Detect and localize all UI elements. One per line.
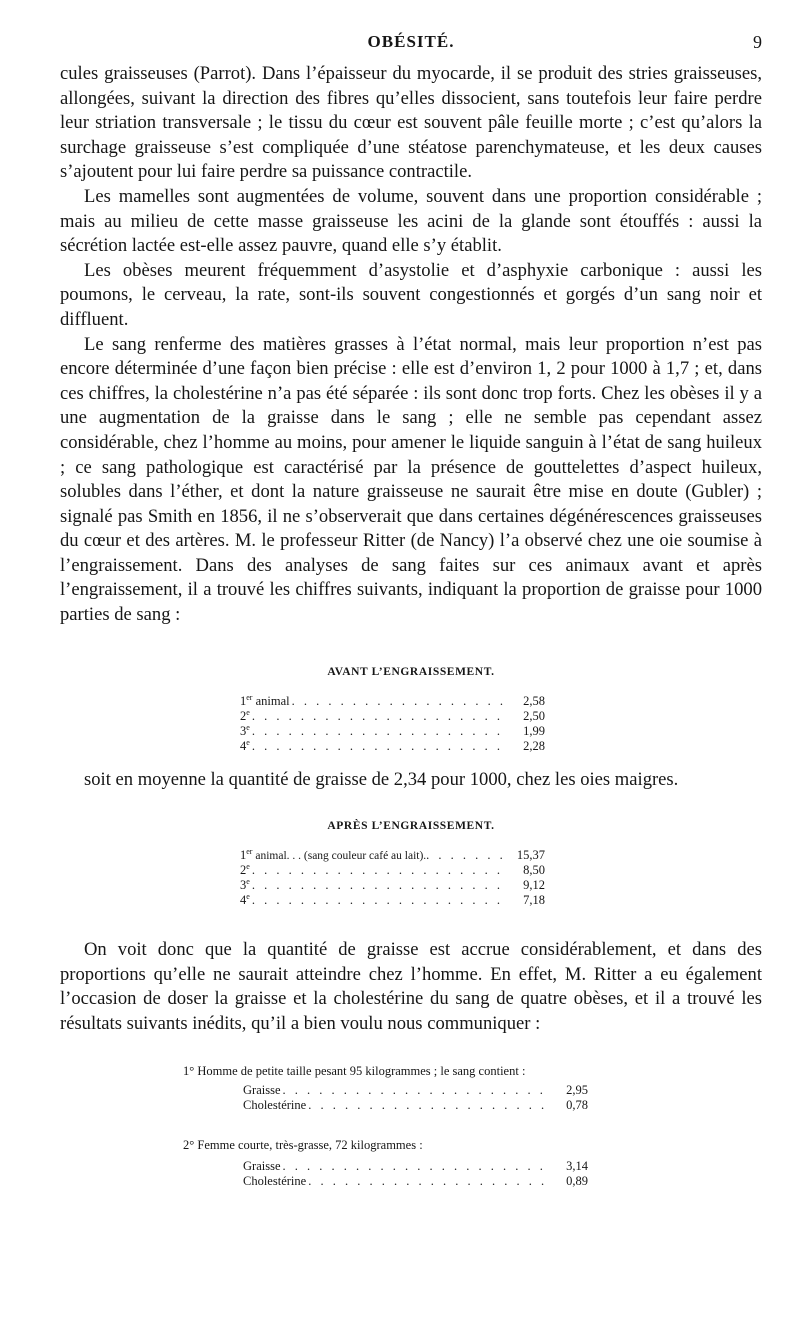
body-text bbox=[60, 62, 762, 628]
table-row: 3e . . . 9,12 bbox=[240, 874, 545, 889]
paragraph: cules graisseuses (Parrot). Dans l’épaisseur du myocarde, il se produit des stries graisseuses, allongées, suivant la direction des fibres qu’elles dissocient, sans toutefois leur faire perdre leur striation transversale ; le tissu du cœur est souvent pâle feuille morte ; c’est qu’alors la surchage graisseuse s’est compliquée d’une stéatose parenchymateuse, et les deux causes s’ajoutent pour lui faire perdre sa puissance contractile. bbox=[60, 63, 762, 183]
paragraph: Les obèses meurent fréquemment d’asystolie et d’asphyxie carbonique : aussi les poumons, le cerveau, la rate, sont-ils souvent congestionnés et gorgés d’un sang noir et diffluent. bbox=[60, 259, 762, 330]
table-row: 1er animal. . . (sang couleur café au lait). . . . 15,37 bbox=[240, 844, 545, 859]
table-title-before: AVANT L’ENGRAISSEMENT. bbox=[327, 665, 495, 678]
table-row: Cholestérine . . . 0,78 bbox=[243, 1098, 588, 1113]
table-row: 2e . . . 2,50 bbox=[240, 705, 545, 720]
table-title-after: APRÈS L’ENGRAISSEMENT. bbox=[327, 820, 495, 833]
table-row: 3e . . . 1,99 bbox=[240, 720, 545, 735]
table-row: 4e . . . 7,18 bbox=[240, 889, 545, 904]
page-header bbox=[60, 30, 762, 62]
page-number: 9 bbox=[753, 32, 762, 52]
average-sentence: soit en moyenne la quantité de graisse de 2,34 pour 1000, chez les oies maigres. bbox=[84, 768, 679, 790]
table-row: 2e . . . 8,50 bbox=[240, 859, 545, 874]
conclusion-paragraph: On voit donc que la quantité de graisse est accrue considérablement, et dans des proportions qu’elle ne saurait atteindre chez l’homme. En effet, M. Ritter a eu également l’occasion de doser la graisse et la cholestérine du sang de quatre obèses, et il a trouvé les résultats suivants inédits, qu’il a bien voulu nous communiquer : bbox=[60, 939, 762, 1035]
table-before bbox=[240, 690, 545, 753]
table-row: 1er animal . . . 2,58 bbox=[240, 690, 545, 705]
case-table bbox=[243, 1159, 588, 1189]
paragraph: Le sang renferme des matières grasses à l’état normal, mais leur proportion n’est pas encore déterminée d’une façon bien précise : elle est d’environ 1, 2 pour 1000 à 1,7 ; et, dans ces chiffres, la cholestérine n’a pas été séparée : ils sont donc trop forts. Chez les obèses il y a une augmentation de la graisse dans le sang ; elle ne semble pas cependant assez considérable, chez l’homme au moins, pour amener le liquide sanguin à l’état de sang huileux ; ce sang pathologique est caractérisé par la présence de gouttelettes d’aspect huileux, solubles dans l’éther, et dont la nature graisseuse ne saurait être mise en doute (Gubler) ; signalé pas Smith en 1856, il ne s’observerait que dans certaines dégénérescences graisseuses du cœur et des artères. M. le professeur Ritter (de Nancy) l’a observé chez une oie soumise à l’engraissement. Dans des analyses de sang faites sur ces animaux avant et après l’engraissement, il a trouvé les chiffres suivants, indiquant la proportion de graisse pour 1000 parties de sang : bbox=[60, 333, 762, 626]
running-title: OBÉSITÉ. bbox=[367, 32, 455, 51]
table-after bbox=[240, 844, 545, 908]
case-title: 2° Femme courte, très-grasse, 72 kilogrammes : bbox=[183, 1137, 423, 1152]
table-row: 4e . . . 2,28 bbox=[240, 735, 545, 750]
table-row: Graisse . . . 3,14 bbox=[243, 1159, 588, 1174]
table-row: Graisse . . . 2,95 bbox=[243, 1083, 588, 1098]
case-title: 1° Homme de petite taille pesant 95 kilogrammes ; le sang contient : bbox=[183, 1063, 526, 1078]
paragraph: Les mamelles sont augmentées de volume, souvent dans une proportion considérable ; mais au milieu de cette masse graisseuse les acini de la glande sont étouffés : aussi la sécrétion lactée est-elle assez pauvre, quand elle s’y établit. bbox=[60, 185, 762, 257]
table-row: Cholestérine . . . 0,89 bbox=[243, 1174, 588, 1189]
case-table bbox=[243, 1083, 588, 1113]
